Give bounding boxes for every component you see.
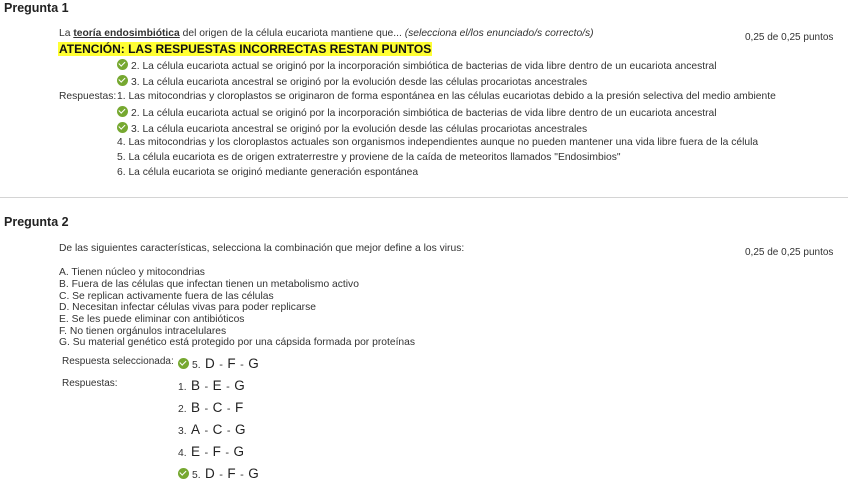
option-item <box>59 314 244 325</box>
question-1-prompt <box>59 28 594 39</box>
check-icon <box>178 468 189 479</box>
selected-answer-label: Respuesta seleccionada: <box>62 356 174 367</box>
answer-number: 4. <box>178 448 187 459</box>
question-2-title: Pregunta 2 <box>4 215 69 229</box>
answer-item <box>117 122 587 135</box>
answer-number: 3. <box>178 426 187 437</box>
check-icon <box>178 358 189 369</box>
answers-label: Respuestas: <box>59 91 117 102</box>
check-icon <box>117 75 128 86</box>
answer-letter: B <box>191 400 201 415</box>
answer-text: 5. La célula eucariota es de origen extraterrestre y proviene de la caída de meteoritos llamados "Endosimbios" <box>117 152 621 163</box>
selected-answer <box>117 75 587 88</box>
answer-letter: C <box>212 400 223 415</box>
answer-text: 1. Las mitocondrias y cloroplastos se originaron de forma espontánea en las células eucariotas debido a la presión selectiva del medio ambiente <box>117 91 776 102</box>
answer-letter: D <box>205 466 215 481</box>
selected-answer <box>178 355 259 373</box>
answer-item <box>178 377 245 395</box>
answer-item <box>117 106 717 119</box>
option-text: . No tienen orgánulos intracelulares <box>64 326 227 337</box>
answer-separator: - <box>240 359 244 371</box>
answer-item <box>117 152 621 163</box>
answer-letter: G <box>248 356 259 371</box>
answer-item <box>178 421 245 439</box>
prompt-keyword: teoría endosimbiótica <box>73 28 180 39</box>
answer-letter: G <box>234 422 246 437</box>
answer-item <box>178 465 259 483</box>
answer-item <box>117 137 758 148</box>
answer-separator: - <box>226 425 231 437</box>
answer-item <box>117 167 418 178</box>
option-item <box>59 326 226 337</box>
option-item <box>59 279 359 290</box>
answer-text: 6. La célula eucariota se originó mediante generación espontánea <box>117 167 419 178</box>
option-letter: E <box>59 314 66 325</box>
question-2-prompt: De las siguientes características, selecciona la combinación que mejor define a los virus: <box>59 243 465 254</box>
answer-letter: E <box>212 378 222 393</box>
answer-number: 5. <box>192 360 201 371</box>
check-icon <box>117 59 128 70</box>
answer-text: 3. La célula eucariota ancestral se originó por la evolución desde las células procariotas ancestrales <box>131 124 588 135</box>
answer-letter: D <box>205 356 215 371</box>
question-divider <box>0 197 848 198</box>
answer-number: 2. <box>178 404 187 415</box>
answer-separator: - <box>226 381 230 393</box>
question-2-score: 0,25 de 0,25 puntos <box>745 247 834 258</box>
answer-letter: G <box>248 466 259 481</box>
option-item <box>59 302 316 313</box>
answer-letter: F <box>227 466 236 481</box>
answers-label: Respuestas: <box>62 378 118 389</box>
answer-separator: - <box>219 469 223 481</box>
answer-letter: F <box>227 356 236 371</box>
answer-separator: - <box>204 447 209 459</box>
option-letter: C <box>59 291 67 302</box>
answer-separator: - <box>204 425 209 437</box>
answer-letter: C <box>212 422 223 437</box>
option-letter: B <box>59 279 66 290</box>
answer-separator: - <box>204 381 209 393</box>
answer-number: 1. <box>178 382 187 393</box>
answer-letter: A <box>191 422 201 437</box>
answer-separator: - <box>219 359 223 371</box>
answer-text: 4. Las mitocondrias y los cloroplastos actuales son organismos independientes aunque no pueden mantener una vida libre fuera de la célula <box>117 137 759 148</box>
answer-letter: F <box>212 444 221 459</box>
warning-text: ATENCIÓN: LAS RESPUESTAS INCORRECTAS RESTAN PUNTOS <box>59 42 432 56</box>
option-text: . Fuera de las células que infectan tienen un metabolismo activo <box>65 279 359 290</box>
answer-separator: - <box>225 447 230 459</box>
answer-separator: - <box>226 403 231 415</box>
question-1-score: 0,25 de 0,25 puntos <box>745 32 834 43</box>
answer-letter: B <box>191 378 201 393</box>
answer-separator: - <box>240 469 244 481</box>
option-letter: G <box>59 337 68 348</box>
option-text: . Se replican activamente fuera de las células <box>66 291 274 302</box>
option-text: . Necesitan infectar células vivas para poder replicarse <box>66 302 316 313</box>
prompt-text: del origen de la célula eucariota mantiene que... <box>179 28 405 39</box>
check-icon <box>117 106 128 117</box>
answer-item <box>117 91 776 102</box>
prompt-text: La <box>59 28 74 39</box>
answer-item <box>178 443 244 461</box>
warning-banner <box>58 40 432 58</box>
answer-text: 2. La célula eucariota actual se originó por la incorporación simbiótica de bacterias de vida libre dentro de un eucariota ancestral <box>131 108 717 119</box>
option-item <box>59 267 205 278</box>
answer-letter: F <box>234 400 244 415</box>
prompt-hint: (selecciona el/los enunciado/s correcto/s) <box>404 28 594 39</box>
question-1-title: Pregunta 1 <box>4 1 69 15</box>
selected-answer-text: 2. La célula eucariota actual se originó por la incorporación simbiótica de bacterias de vida libre dentro de un eucariota ancestral <box>131 61 717 72</box>
answer-letter: G <box>234 378 245 393</box>
option-letter: F <box>59 326 65 337</box>
answer-number: 5. <box>192 470 201 481</box>
answer-letter: E <box>191 444 201 459</box>
selected-answer <box>117 59 717 72</box>
option-text: . Su material genético está protegido por una cápsida formada por proteínas <box>67 337 416 348</box>
option-text: . Tienen núcleo y mitocondrias <box>65 267 205 278</box>
answer-letter: G <box>233 444 244 459</box>
option-letter: A <box>59 267 66 278</box>
option-item <box>59 291 274 302</box>
option-item <box>59 337 415 348</box>
option-letter: D <box>59 302 67 313</box>
answer-item <box>178 399 243 417</box>
check-icon <box>117 122 128 133</box>
selected-answer-text: 3. La célula eucariota ancestral se originó por la evolución desde las células procariotas ancestrales <box>131 77 588 88</box>
option-text: . Se les puede eliminar con antibióticos <box>65 314 245 325</box>
answer-separator: - <box>204 403 209 415</box>
